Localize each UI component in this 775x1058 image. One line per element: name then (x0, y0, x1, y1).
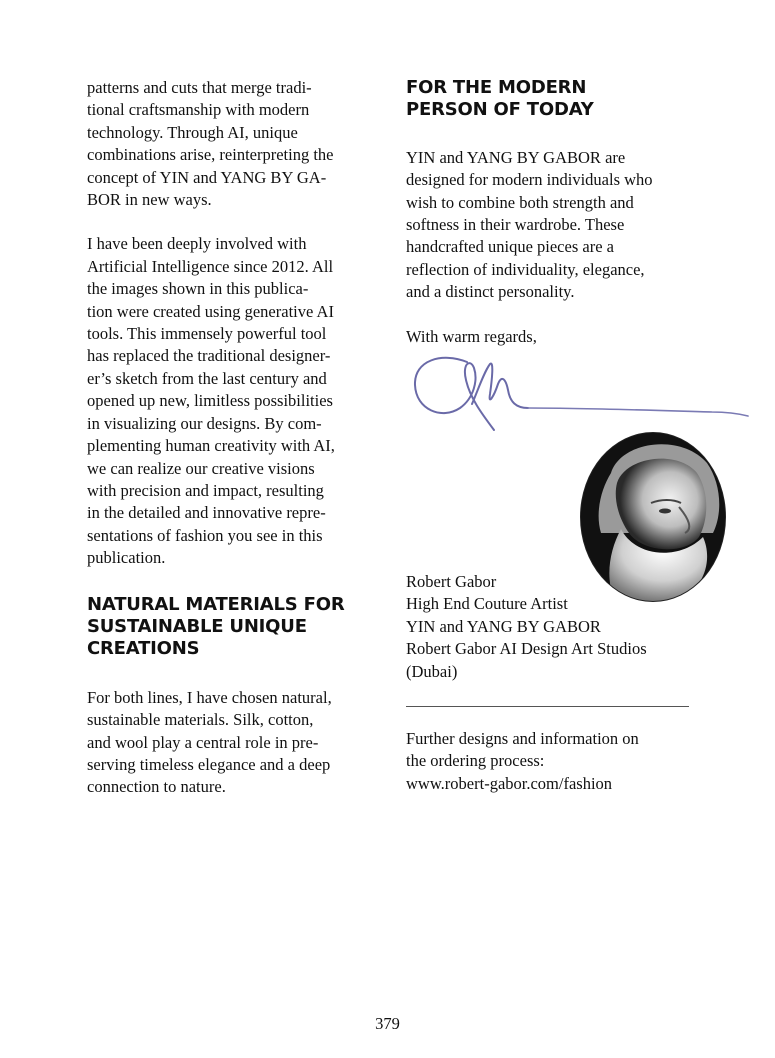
intro-paragraph: patterns and cuts that merge tradi- tional craftsmanship with modern technology. Through AI, unique combinations arise, reinterpreting the concept of YIN and YANG BY GA- BOR in new ways. (87, 78, 334, 210)
credits-text (406, 571, 706, 683)
studio-location: (Dubai) (406, 661, 458, 681)
studio-name: Robert Gabor AI Design Art Studios (406, 639, 647, 659)
right-column (406, 77, 696, 348)
ai-paragraph: I have been deeply involved with Artificial Intelligence since 2012. All the images shown in this publica- tion were created using generative AI tools. This immensely powerful tool has replaced the traditional designer- er’s sketch from the last century and opened up new, limitless possibilities in visualizing our designs. By com- plementing human creativity with AI, we can realize our creative visions with precision and impact, resulting in the detailed and innovative repre- sentations of fashion you see in this publication. (87, 234, 335, 568)
author-title: High End Couture Artist (406, 594, 568, 614)
website-link[interactable]: www.robert-gabor.com/fashion (406, 773, 613, 793)
brand-name: YIN and YANG BY GABOR (406, 616, 601, 636)
page-number: 379 (375, 1014, 400, 1033)
natural-materials-heading: NATURAL MATERIALS FOR SUSTAINABLE UNIQUE CREATIONS (87, 593, 345, 660)
modern-person-heading: FOR THE MODERN PERSON OF TODAY (406, 77, 594, 121)
author-credits (406, 571, 706, 683)
further-info (406, 728, 696, 795)
left-column (87, 77, 372, 799)
author-name: Robert Gabor (406, 572, 497, 591)
divider (406, 706, 689, 707)
further-text: Further designs and information on the ordering process: www.robert-gabor.com/fashion (406, 728, 696, 795)
materials-paragraph: For both lines, I have chosen natural, sustainable materials. Silk, cotton, and wool play a central role in pre- serving timeless elegance and a deep connection to nature. (87, 687, 332, 797)
handwritten-signature (412, 350, 752, 440)
closing-line: With warm regards, (406, 326, 537, 346)
signature-drawing (412, 350, 752, 440)
modern-paragraph: YIN and YANG BY GABOR are designed for modern individuals who wish to combine both strength and softness in their wardrobe. These handcrafted unique pieces are a reflection of individuality, elegance, and a distinct personality. (406, 147, 653, 302)
